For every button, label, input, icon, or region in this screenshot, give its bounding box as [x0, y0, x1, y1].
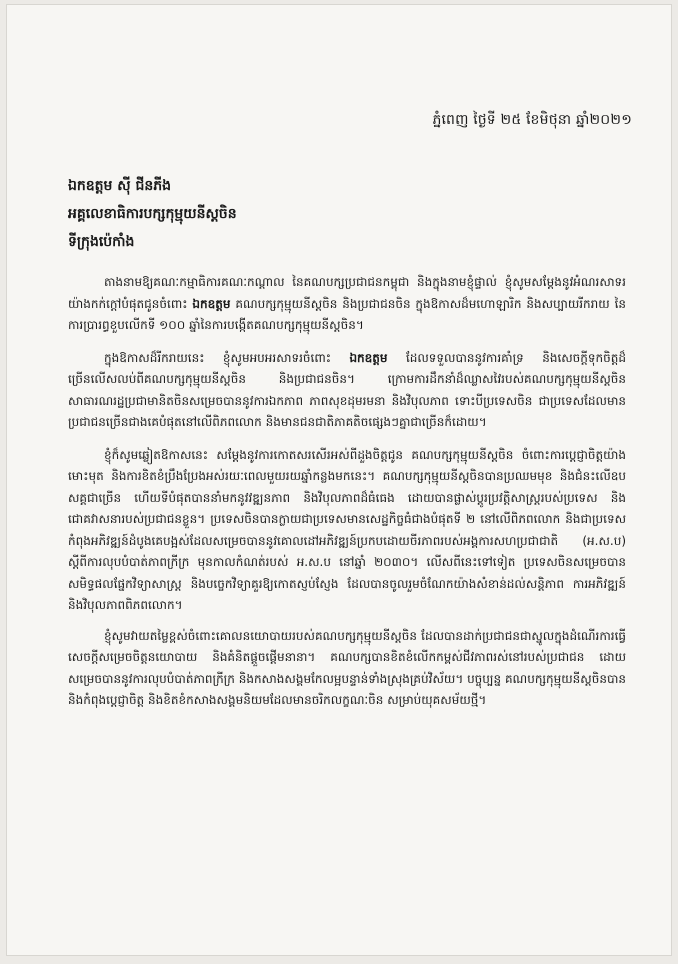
paragraph-1: តាងនាមឱ្យគណៈកម្មាធិការគណៈកណ្ដាល នៃគណបក្សប្រជាជនកម្ពុជា និងក្នុងនាមខ្ញុំផ្ទាល់ ខ្ញុំសូមសម្ដែងនូវអំណរសាទរយ៉ាងកក់ក្ដៅបំផុតជូនចំពោះ ឯកឧត្តម គណបក្សកុម្មុយនីស្តចិន និងប្រជាជនចិន ក្នុងឱកាសដ៏មហោឡារិក និងសប្បាយរីករាយ នៃការប្រារព្ធខួបលើកទី ១០០ ឆ្នាំនៃការបង្កើតគណបក្សកុម្មុយនីស្តចិន។ — [68, 275, 626, 332]
letter-date: ភ្នំពេញ ថ្ងៃទី ២៥ ខែមិថុនា ឆ្នាំ២០២១ — [432, 112, 632, 128]
addressee-name: ឯកឧត្តម ស៊ី ជីនភីង — [68, 178, 172, 194]
letter-page — [6, 4, 672, 956]
addressee-title: អគ្គលេខាធិការបក្សកុម្មុយនីស្តចិន — [68, 206, 237, 222]
letter-body — [68, 272, 626, 723]
paragraph-4: ខ្ញុំសូមវាយតម្លៃខ្ពស់ចំពោះគោលនយោបាយរបស់គណបក្សកុម្មុយនីស្តចិន ដែលបានដាក់ប្រជាជនជាស្នូលក្នុងដំណើរការធ្វើសេចក្ដីសម្រេចចិត្តនយោបាយ និងគំនិតផ្ដួចផ្ដើមនានា។ គណបក្សបានខិតខំលើកកម្ពស់ជីវភាពរស់នៅរបស់ប្រជាជន ដោយសម្រេចបាននូវការលុបបំបាត់ភាពក្រីក្រ និងកសាងសង្គមកែលម្អបន្ទាន់ទាំងស្រុងគ្រប់វិស័យ។ បច្ចុប្បន្ន គណបក្សកុម្មុយនីស្តចិនបាន និងកំពុងប្ដេជ្ញាចិត្ត និងខិតខំកសាងសង្គមនិយមដែលមានចរិកលក្ខណៈចិន សម្រាប់យុគសម័យថ្មី។ — [68, 628, 626, 707]
paragraph-3: ខ្ញុំក៏សូមឆ្លៀតឱកាសនេះ សម្ដែងនូវការកោតសរសើរអស់ពីដួងចិត្តជូន គណបក្សកុម្មុយនីស្តចិន ចំពោះការប្ដេជ្ញាចិត្តយ៉ាងមោះមុត និងការខិតខំប្រឹងប្រែងអស់រយៈពេលមួយរយឆ្នាំកន្លងមកនេះ។ គណបក្សកុម្មុយនីស្តចិនបានប្រឈមមុខ និងជំនះលើឧបសគ្គជាច្រើន ហើយទីបំផុតបាននាំមកនូវវឌ្ឍនភាព និងវិបុលភាពដ៏ធំធេង ដោយបានផ្លាស់ប្ដូរប្រវត្តិសាស្ត្ររបស់ប្រទេស និងជោគវាសនារបស់ប្រជាជនខ្លួន។ ប្រទេសចិនបានក្លាយជាប្រទេសមានសេដ្ឋកិច្ចធំជាងបំផុតទី ២ នៅលើពិភពលោក និងជាប្រទេសកំពុងអភិវឌ្ឍន៍ដំបូងគេបង្អស់ដែលសម្រេចបាននូវគោលដៅអភិវឌ្ឍន៍ប្រកបដោយចីរភាពរបស់អង្គការសហប្រជាជាតិ (អ.ស.ប) ស្ដីពីការលុបបំបាត់ភាពក្រីក្រ មុនកាលកំណត់របស់ អ.ស.ប នៅឆ្នាំ ២០៣០។ លើសពីនេះទៅទៀត ប្រទេសចិនសម្រេចបានសមិទ្ធផលផ្នែកវិទ្យាសាស្ត្រ និងបច្ចេកវិទ្យាគួរឱ្យកោតស្ញប់ស្ញែង ដែលបានចូលរួមចំណែកយ៉ាងសំខាន់ដល់សន្តិភាព ការអភិវឌ្ឍន៍ និងវិបុលភាពពិភពលោក។ — [68, 447, 626, 612]
honorific: ឯកឧត្តម — [349, 350, 388, 365]
addressee-place: ទីក្រុងប៉េកាំង — [68, 234, 135, 250]
addressee-block — [68, 172, 237, 256]
paragraph-2: ក្នុងឱកាសដ៏រីករាយនេះ ខ្ញុំសូមអបអរសាទរចំពោះ ឯកឧត្តម ដែលទទួលបាននូវការគាំទ្រ និងសេចក្ដីទុកចិត្តដ៏ច្រើនលើសលប់ពីគណបក្សកុម្មុយនីស្តចិន និងប្រជាជនចិន។ ក្រោមការដឹកនាំដ៏ឈ្លាសវៃរបស់គណបក្សកុម្មុយនីស្តចិន សាធារណរដ្ឋប្រជាមានិតចិនសម្រេចបាននូវការឯកភាព ភាពសុខដុមរមនា និងវិបុលភាព ទោះបីប្រទេសចិន ជាប្រទេសដែលមានប្រជាជនច្រើនជាងគេបំផុតនៅលើពិភពលោក និងមានជនជាតិភាគតិចផ្សេងៗគ្នាជាច្រើនក៏ដោយ។ — [68, 350, 626, 429]
honorific: ឯកឧត្តម — [192, 296, 231, 311]
